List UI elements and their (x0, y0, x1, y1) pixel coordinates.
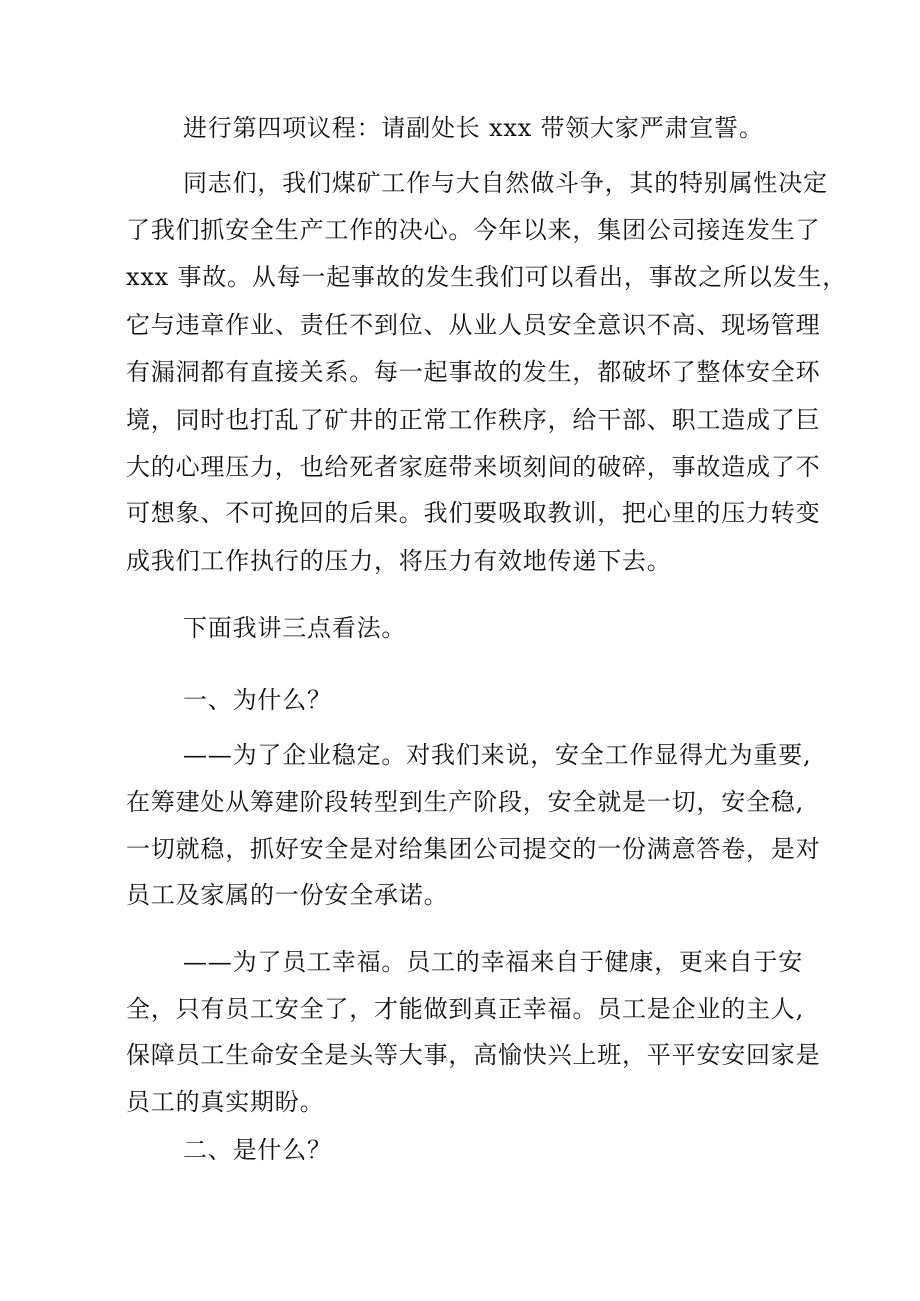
paragraph-line: 有漏洞都有直接关系。每一起事故的发生，都破坏了整体安全环 (126, 358, 821, 386)
paragraph-line: 可想象、不可挽回的后果。我们要吸取教训，把心里的压力转变 (126, 499, 821, 527)
paragraph-line: 境，同时也打乱了矿井的正常工作秩序，给干部、职工造成了巨 (126, 406, 821, 434)
paragraph-line: 在筹建处从筹建阶段转型到生产阶段，安全就是一切，安全稳, (126, 788, 805, 816)
paragraph-line: 了我们抓安全生产工作的决心。今年以来，集团公司接连发生了 (126, 216, 821, 244)
paragraph-line: 同志们，我们煤矿工作与大自然做斗争，其的特别属性决定 (183, 169, 828, 197)
paragraph-line: 员工及家属的一份安全承诺。 (126, 881, 449, 909)
paragraph-line: 保障员工生命安全是头等大事，高愉快兴上班，平平安安回家是 (126, 1041, 821, 1069)
paragraph-line: 它与违章作业、责任不到位、从业人员安全意识不高、现场管理 (126, 311, 821, 339)
paragraph-line: xxx 事故。从每一起事故的发生我们可以看出，事故之所以发生， (126, 263, 848, 291)
section-heading: 一、为什么？ (183, 686, 332, 714)
paragraph-line: 成我们工作执行的压力，将压力有效地传递下去。 (126, 547, 672, 575)
paragraph-line: 全，只有员工安全了，才能做到真正幸福。员工是企业的主人, (126, 995, 805, 1023)
paragraph-line: 大的心理压力，也给死者家庭带来顷刻间的破碎，事故造成了不 (126, 453, 821, 481)
paragraph-line: 一切就稳，抓好安全是对给集团公司提交的一份满意答卷，是对 (126, 835, 821, 863)
paragraph-line: ——为了企业稳定。对我们来说，安全工作显得尤为重要, (183, 741, 812, 769)
paragraph-line: 进行第四项议程：请副处长 xxx 带领大家严肃宣誓。 (183, 114, 764, 142)
section-heading: 二、是什么？ (183, 1136, 332, 1164)
paragraph-line: 下面我讲三点看法。 (183, 614, 407, 642)
paragraph-line: ——为了员工幸福。员工的幸福来自于健康，更来自于安 (183, 948, 803, 976)
paragraph-line: 员工的真实期盼。 (126, 1088, 325, 1116)
